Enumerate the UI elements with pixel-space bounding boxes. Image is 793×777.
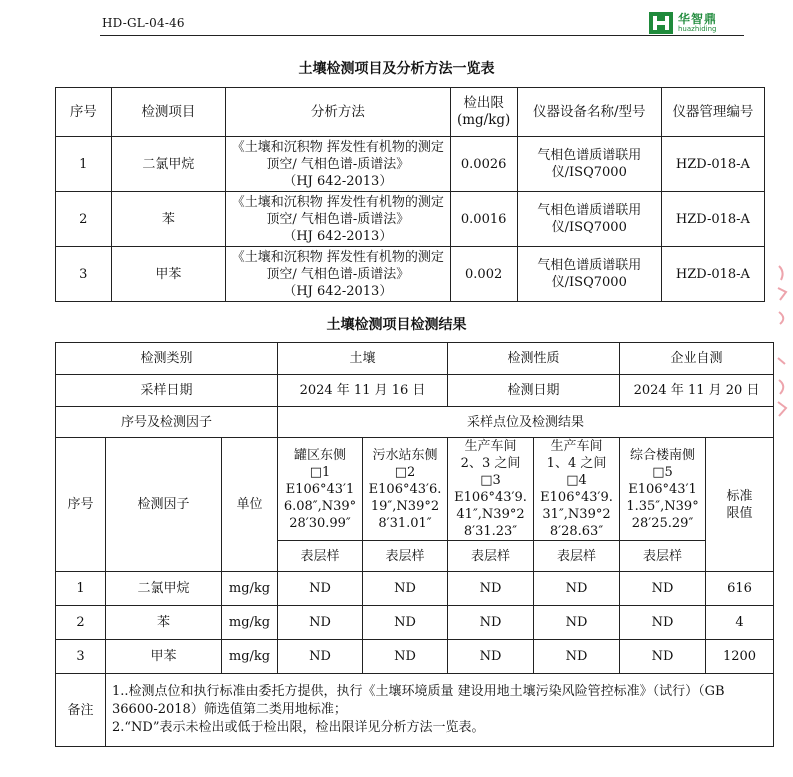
cell-standard: 616: [706, 572, 774, 606]
cell-unit: mg/kg: [222, 606, 278, 640]
header-no: 序号: [56, 88, 112, 137]
note-label: 备注: [56, 674, 106, 747]
point-5-layer: 表层样: [620, 541, 706, 572]
test-date-label: 检测日期: [448, 375, 620, 407]
col-standard-header: 标准 限值: [706, 438, 774, 572]
note-line-1: 1..检测点位和执行标准由委托方提供，执行《土壤环境质量 建设用地土壤污染风险管控标准》（试行）（GB 36600-2018）筛选值第二类用地标准；: [112, 684, 725, 717]
results-table: [55, 342, 774, 747]
cell-limit: 0.002: [450, 247, 517, 302]
point-3-layer: 表层样: [448, 541, 534, 572]
cell-value: ND: [448, 640, 534, 674]
company-logo: [648, 10, 743, 36]
note-content: [106, 674, 774, 747]
nature-label: 检测性质: [448, 343, 620, 375]
col-no-header: 序号: [56, 438, 106, 572]
cell-value: ND: [620, 640, 706, 674]
cell-value: ND: [620, 572, 706, 606]
cell-code: HZD-018-A: [661, 247, 764, 302]
points-header-row: [56, 438, 774, 541]
sample-date-value: 2024 年 11 月 16 日: [278, 375, 448, 407]
results-table-title: 土壤检测项目检测结果: [326, 317, 467, 333]
cell-code: HZD-018-A: [661, 192, 764, 247]
group-header-row: [56, 407, 774, 438]
cell-value: ND: [363, 572, 448, 606]
point-2-layer: 表层样: [363, 541, 448, 572]
header-item: 检测项目: [111, 88, 225, 137]
cell-no: 1: [56, 137, 112, 192]
point-2-label: 污水站东侧 □2 E106°43′6.19″,N39°28′31.01″: [363, 438, 448, 541]
cell-method: 《土壤和沉积物 挥发性有机物的测定顶空/ 气相色谱-质谱法》 （HJ 642-2013）: [226, 192, 451, 247]
methods-header-row: [56, 88, 765, 137]
cell-instrument: 气相色谱质谱联用仪/ISQ7000: [517, 247, 661, 302]
cell-no: 1: [56, 572, 106, 606]
cell-limit: 0.0016: [450, 192, 517, 247]
cell-method: 《土壤和沉积物 挥发性有机物的测定顶空/ 气相色谱-质谱法》 （HJ 642-2013）: [226, 247, 451, 302]
cell-instrument: 气相色谱质谱联用仪/ISQ7000: [517, 137, 661, 192]
header-instrument: 仪器设备名称/型号: [517, 88, 661, 137]
cell-standard: 4: [706, 606, 774, 640]
logo-subtext: huazhiding: [678, 25, 717, 33]
cell-value: ND: [448, 606, 534, 640]
header-limit: 检出限 (mg/kg): [450, 88, 517, 137]
table-row: [56, 247, 765, 302]
cell-limit: 0.0026: [450, 137, 517, 192]
cell-value: ND: [363, 606, 448, 640]
cell-no: 2: [56, 606, 106, 640]
test-date-value: 2024 年 11 月 20 日: [620, 375, 774, 407]
point-1-label: 罐区东侧 □1 E106°43′16.08″,N39°28′30.99″: [278, 438, 363, 541]
seal-stamp-edge-icon: [776, 262, 790, 422]
table-row: [56, 137, 765, 192]
doc-code: HD-GL-04-46: [102, 16, 185, 30]
cell-item: 甲苯: [111, 247, 225, 302]
cell-factor: 甲苯: [106, 640, 222, 674]
cell-no: 3: [56, 640, 106, 674]
point-5-label: 综合楼南侧 □5 E106°43′11.35″,N39°28′25.29″: [620, 438, 706, 541]
cell-factor: 二氯甲烷: [106, 572, 222, 606]
cell-value: ND: [363, 640, 448, 674]
point-4-layer: 表层样: [534, 541, 620, 572]
cell-factor: 苯: [106, 606, 222, 640]
cell-no: 2: [56, 192, 112, 247]
cell-unit: mg/kg: [222, 572, 278, 606]
cell-value: ND: [278, 572, 363, 606]
col-factor-header: 检测因子: [106, 438, 222, 572]
cell-value: ND: [278, 606, 363, 640]
col-unit-header: 单位: [222, 438, 278, 572]
cell-value: ND: [448, 572, 534, 606]
header-rule: [100, 35, 744, 36]
cell-standard: 1200: [706, 640, 774, 674]
group-right-header: 采样点位及检测结果: [278, 407, 774, 438]
logo-mark-icon: [648, 11, 674, 35]
cell-value: ND: [620, 606, 706, 640]
category-label: 检测类别: [56, 343, 278, 375]
point-3-label: 生产车间 2、3 之间 □3 E106°43′9.41″,N39°28′31.23″: [448, 438, 534, 541]
cell-value: ND: [534, 572, 620, 606]
cell-value: ND: [534, 640, 620, 674]
cell-instrument: 气相色谱质谱联用仪/ISQ7000: [517, 192, 661, 247]
methods-table-title: 土壤检测项目及分析方法一览表: [298, 61, 495, 77]
cell-no: 3: [56, 247, 112, 302]
point-4-label: 生产车间 1、4 之间 □4 E106°43′9.31″,N39°28′28.63″: [534, 438, 620, 541]
logo-text: 华智鼎: [678, 12, 718, 26]
cell-code: HZD-018-A: [661, 137, 764, 192]
category-value: 土壤: [278, 343, 448, 375]
header-method: 分析方法: [226, 88, 451, 137]
table-row: [56, 640, 774, 674]
header-code: 仪器管理编号: [661, 88, 764, 137]
info-row-dates: [56, 375, 774, 407]
sample-date-label: 采样日期: [56, 375, 278, 407]
methods-table: [55, 87, 765, 302]
nature-value: 企业自测: [620, 343, 774, 375]
note-line-2: 2.“ND”表示未检出或低于检出限，检出限详见分析方法一览表。: [112, 720, 485, 735]
point-1-layer: 表层样: [278, 541, 363, 572]
group-left-header: 序号及检测因子: [56, 407, 278, 438]
info-row-category: [56, 343, 774, 375]
table-row: [56, 606, 774, 640]
cell-method: 《土壤和沉积物 挥发性有机物的测定顶空/ 气相色谱-质谱法》 （HJ 642-2013）: [226, 137, 451, 192]
table-row: [56, 572, 774, 606]
notes-row: [56, 674, 774, 747]
cell-item: 二氯甲烷: [111, 137, 225, 192]
cell-value: ND: [534, 606, 620, 640]
table-row: [56, 192, 765, 247]
cell-unit: mg/kg: [222, 640, 278, 674]
cell-value: ND: [278, 640, 363, 674]
cell-item: 苯: [111, 192, 225, 247]
